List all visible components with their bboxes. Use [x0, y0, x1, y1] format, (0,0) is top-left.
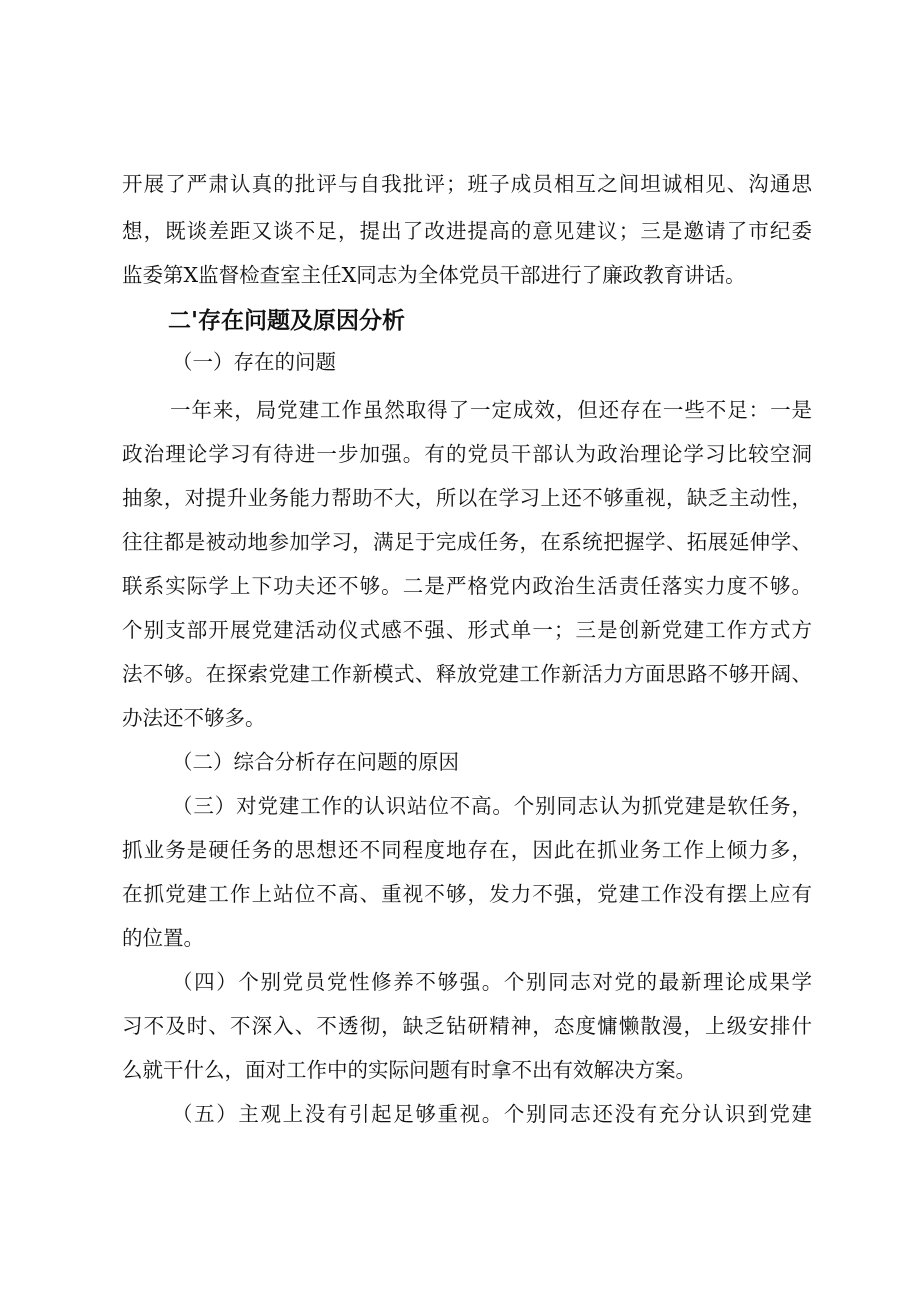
paragraph-line: 么就干什么，面对工作中的实际问题有时拿不出有效解决方案。 [122, 1058, 696, 1082]
subsection-heading: （一）存在的问题 [172, 350, 336, 374]
paragraph-line: 个别支部开展党建活动仪式感不强、形式单一；三是创新党建工作方式方 [122, 618, 812, 642]
paragraph-line: 在抓党建工作上站位不高、重视不够，发力不强，党建工作没有摆上应有 [122, 882, 812, 906]
paragraph-line: 联系实际学上下功夫还不够。二是严格党内政治生活责任落实力度不够。 [122, 574, 812, 598]
paragraph-line: 监委第X监督检查室主任X同志为全体党员干部进行了廉政教育讲话。 [122, 263, 746, 287]
paragraph-line: 法不够。在探索党建工作新模式、释放党建工作新活力方面思路不够开阔、 [122, 662, 812, 686]
paragraph-line: 往往都是被动地参加学习，满足于完成任务，在系统把握学、拓展延伸学、 [122, 530, 812, 554]
paragraph-line: 一年来，局党建工作虽然取得了一定成效，但还存在一些不足：一是 [170, 398, 812, 422]
paragraph-line: （四）个别党员党性修养不够强。个别同志对党的最新理论成果学 [172, 970, 812, 994]
paragraph-line: 的位置。 [122, 926, 204, 950]
paragraph-line: 办法还不够多。 [122, 706, 266, 730]
paragraph-line: （三）对党建工作的认识站位不高。个别同志认为抓党建是软任务， [172, 794, 812, 818]
paragraph-line: （五）主观上没有引起足够重视。个别同志还没有充分认识到党建 [172, 1102, 812, 1126]
paragraph-line: 政治理论学习有待进一步加强。有的党员干部认为政治理论学习比较空洞 [122, 442, 812, 466]
paragraph-line: 想，既谈差距又谈不足，提出了改进提高的意见建议；三是邀请了市纪委 [122, 219, 812, 243]
paragraph-line: 抽象，对提升业务能力帮助不大，所以在学习上还不够重视，缺乏主动性， [122, 486, 812, 510]
paragraph-line: 习不及时、不深入、不透彻，缺乏钻研精神，态度慵懒散漫，上级安排什 [122, 1014, 812, 1038]
paragraph-line: 开展了严肃认真的批评与自我批评；班子成员相互之间坦诚相见、沟通思 [122, 172, 812, 196]
section-heading: 二'存在问题及原因分析 [168, 308, 406, 334]
subsection-heading: （二）综合分析存在问题的原因 [172, 750, 459, 774]
paragraph-line: 抓业务是硬任务的思想还不同程度地存在，因此在抓业务工作上倾力多， [122, 838, 812, 862]
